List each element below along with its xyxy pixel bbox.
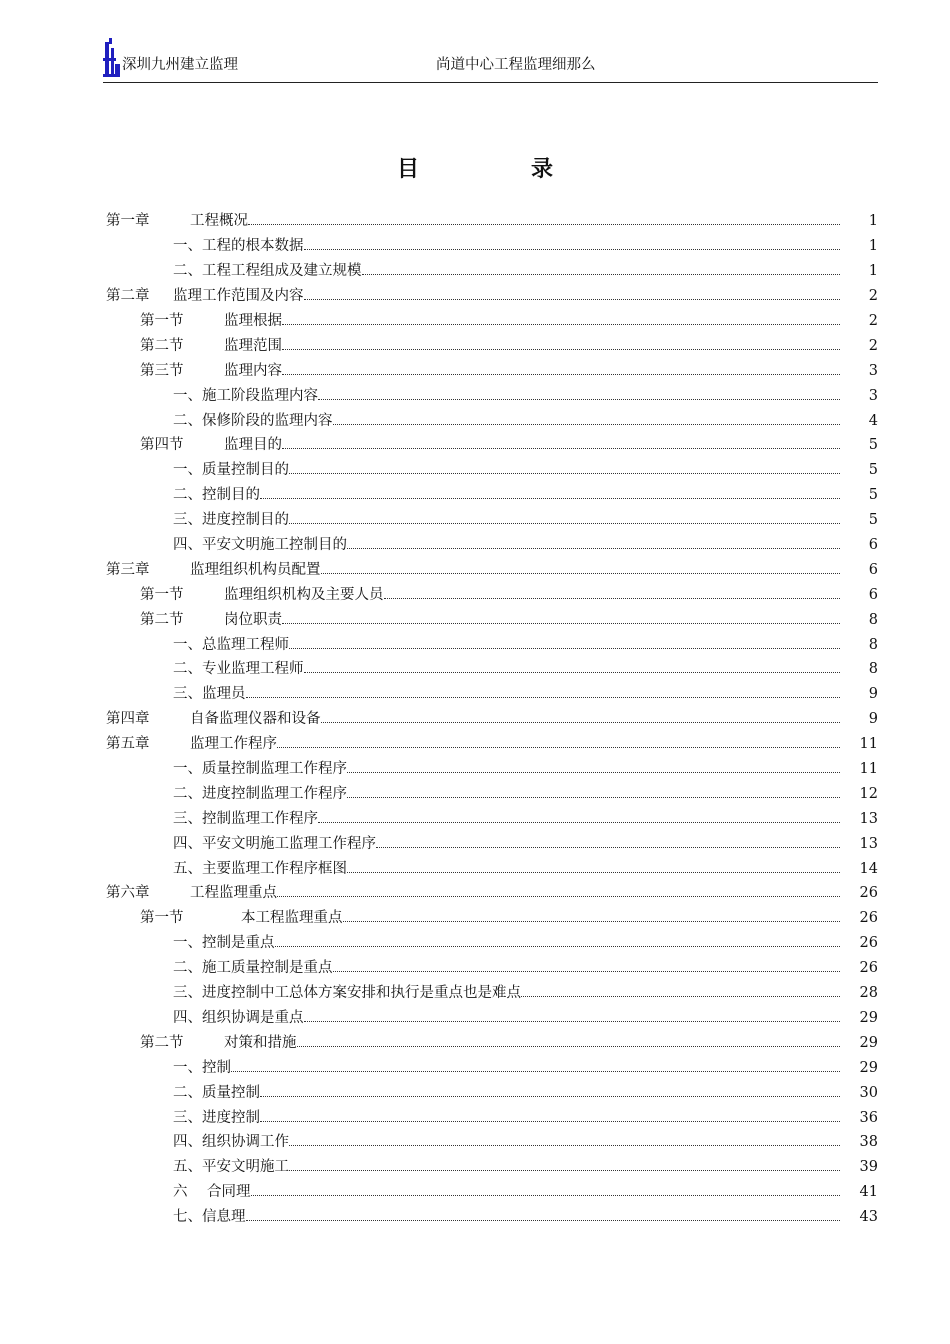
toc-entry-page: 1: [868, 263, 878, 280]
toc-entry-title: 监理目的: [224, 437, 282, 454]
toc-entry-page: 11: [859, 736, 878, 753]
toc-entry-title: 三、控制监理工作程序: [173, 810, 318, 827]
toc-entry-page: 4: [868, 412, 878, 429]
toc-entry-page: 5: [868, 437, 878, 454]
page-header: [103, 38, 878, 83]
toc-entry[interactable]: [106, 981, 878, 1006]
dot-leader: [321, 572, 841, 574]
toc-entry-page: 29: [859, 1059, 878, 1076]
toc-entry[interactable]: [106, 358, 878, 383]
dot-leader: [384, 597, 841, 599]
toc-entry-title: 工程概况: [190, 213, 248, 230]
toc-entry-title: 岗位职责: [224, 611, 282, 628]
dot-leader: [289, 522, 840, 524]
toc-entry[interactable]: [106, 508, 878, 533]
toc-entry-page: 2: [868, 313, 878, 329]
toc-entry[interactable]: [106, 657, 878, 682]
toc-entry-page: 11: [859, 761, 878, 778]
toc-entry-page: 2: [868, 337, 878, 354]
dot-leader: [521, 995, 840, 997]
toc-entry-number: 第三章: [106, 561, 150, 578]
toc-entry-page: 26: [859, 960, 878, 977]
toc-entry-title: 自备监理仪器和设备: [190, 711, 321, 728]
dot-leader: [318, 821, 840, 823]
toc-entry-page: 8: [868, 661, 878, 678]
toc-entry-title: 三、进度控制中工总体方案安排和执行是重点也是难点: [173, 985, 521, 1002]
toc-entry[interactable]: [106, 483, 878, 508]
toc-entry-title: 三、监理员: [173, 686, 246, 703]
toc-entry-title: 监理根据: [224, 313, 282, 329]
toc-entry[interactable]: [106, 383, 878, 408]
toc-entry[interactable]: [106, 1055, 878, 1080]
dot-leader: [275, 945, 841, 947]
toc-entry-title: 合同理: [207, 1184, 251, 1201]
dot-leader: [347, 796, 840, 798]
toc-entry-page: 39: [859, 1159, 878, 1176]
toc-heading: [0, 152, 950, 183]
toc-entry-title: 对策和措施: [224, 1034, 297, 1051]
toc-entry-page: 36: [859, 1109, 878, 1126]
toc-entry-page: 26: [859, 935, 878, 952]
toc-entry-number: 第六章: [106, 885, 150, 902]
toc-entry[interactable]: [106, 259, 878, 284]
dot-leader: [282, 447, 840, 449]
toc-entry[interactable]: [106, 1030, 878, 1055]
toc-entry-number: 第四章: [106, 711, 150, 728]
toc-entry-title: 五、平安文明施工: [173, 1159, 289, 1176]
toc-entry[interactable]: [106, 831, 878, 856]
toc-entry-page: 6: [868, 537, 878, 554]
dot-leader: [343, 920, 841, 922]
toc-entry-title: 五、主要监理工作程序框图: [173, 860, 347, 877]
dot-leader: [260, 1095, 840, 1097]
toc-entry[interactable]: [106, 533, 878, 558]
toc-entry-title: 监理范围: [224, 337, 282, 354]
toc-entry[interactable]: [106, 707, 878, 732]
toc-entry-title: 工程监理重点: [190, 885, 277, 902]
toc-entry-title: 一、质量控制目的: [173, 462, 289, 479]
toc-entry-title: 二、专业监理工程师: [173, 661, 304, 678]
dot-leader: [304, 671, 841, 673]
dot-leader: [246, 696, 841, 698]
toc-entry-page: 5: [868, 462, 878, 479]
table-of-contents: [106, 209, 878, 1230]
toc-heading-char-1: 目: [396, 156, 419, 182]
toc-entry-page: 1: [868, 238, 878, 255]
toc-entry-title: 四、平安文明施工控制目的: [173, 537, 347, 554]
toc-entry-page: 8: [868, 636, 878, 653]
toc-entry[interactable]: [106, 856, 878, 881]
dot-leader: [318, 398, 840, 400]
toc-entry-page: 6: [868, 561, 878, 578]
toc-entry-title: 一、质量控制监理工作程序: [173, 761, 347, 778]
dot-leader: [347, 547, 840, 549]
dot-leader: [277, 746, 840, 748]
toc-entry[interactable]: [106, 906, 878, 931]
toc-entry-page: 9: [868, 686, 878, 703]
toc-entry-title: 一、控制: [173, 1059, 231, 1076]
toc-entry[interactable]: [106, 1155, 878, 1180]
toc-entry-number: 第二节: [140, 1034, 184, 1051]
dot-leader: [289, 1169, 840, 1171]
toc-entry-page: 12: [859, 785, 878, 802]
toc-entry[interactable]: [106, 682, 878, 707]
toc-entry[interactable]: [106, 1006, 878, 1031]
toc-entry-title: 一、控制是重点: [173, 935, 275, 952]
dot-leader: [231, 1070, 840, 1072]
toc-entry-title: 四、组织协调是重点: [173, 1009, 304, 1026]
document-title: 尚道中心工程监理细那么: [436, 57, 596, 73]
toc-entry-title: 一、总监理工程师: [173, 636, 289, 653]
dot-leader: [282, 323, 840, 325]
toc-entry-title: 四、组织协调工作: [173, 1134, 289, 1151]
dot-leader: [347, 871, 840, 873]
dot-leader: [251, 1194, 841, 1196]
toc-entry[interactable]: [106, 757, 878, 782]
toc-entry[interactable]: [106, 433, 878, 458]
toc-entry-title: 监理组织机构及主要人员: [224, 586, 384, 603]
dot-leader: [277, 895, 840, 897]
company-name: 深圳九州建立监理: [122, 57, 238, 73]
toc-entry[interactable]: [106, 458, 878, 483]
toc-entry-title: 二、控制目的: [173, 487, 260, 504]
toc-entry[interactable]: [106, 209, 878, 234]
toc-entry-title: 监理工作程序: [190, 736, 277, 753]
toc-entry-page: 26: [859, 885, 878, 902]
toc-entry-page: 13: [859, 835, 878, 852]
toc-entry-page: 26: [859, 910, 878, 927]
toc-entry-title: 一、工程的根本数据: [173, 238, 304, 255]
toc-entry-number: 第五章: [106, 736, 150, 753]
toc-entry-number: 第二节: [140, 337, 184, 354]
toc-entry-page: 14: [859, 860, 878, 877]
dot-leader: [304, 248, 841, 250]
toc-entry-title: 本工程监理重点: [241, 910, 343, 927]
toc-entry-title: 四、平安文明施工监理工作程序: [173, 835, 376, 852]
dot-leader: [282, 348, 840, 350]
dot-leader: [333, 970, 841, 972]
company-logo-icon: [103, 38, 121, 78]
toc-entry-page: 9: [868, 711, 878, 728]
toc-entry[interactable]: [106, 333, 878, 358]
dot-leader: [347, 771, 840, 773]
dot-leader: [321, 721, 841, 723]
toc-entry[interactable]: [106, 806, 878, 831]
toc-entry[interactable]: [106, 931, 878, 956]
toc-entry[interactable]: [106, 732, 878, 757]
toc-entry-number: 第一节: [140, 313, 184, 329]
toc-entry-number: 第四节: [140, 437, 184, 454]
toc-entry-number: 第三节: [140, 362, 184, 379]
toc-entry-title: 二、进度控制监理工作程序: [173, 785, 347, 802]
toc-entry[interactable]: [106, 881, 878, 906]
toc-entry-title: 二、工程工程组成及建立规模: [173, 263, 362, 280]
dot-leader: [260, 1120, 840, 1122]
dot-leader: [297, 1045, 841, 1047]
toc-entry-page: 8: [868, 611, 878, 628]
toc-entry-title: 七、信息理: [173, 1209, 246, 1226]
dot-leader: [304, 298, 841, 300]
dot-leader: [376, 846, 840, 848]
toc-entry-page: 2: [868, 288, 878, 305]
toc-entry-page: 5: [868, 512, 878, 529]
toc-entry-number: 第二章: [106, 288, 150, 305]
toc-entry-title: 二、施工质量控制是重点: [173, 960, 333, 977]
toc-entry[interactable]: [106, 1205, 878, 1230]
dot-leader: [289, 1144, 840, 1146]
toc-entry[interactable]: [106, 607, 878, 632]
toc-entry-page: 3: [868, 362, 878, 379]
toc-entry[interactable]: [106, 234, 878, 259]
toc-entry-title: 一、施工阶段监理内容: [173, 387, 318, 404]
dot-leader: [304, 1020, 841, 1022]
toc-entry-page: 1: [868, 213, 878, 230]
dot-leader: [289, 647, 840, 649]
toc-entry[interactable]: [106, 1180, 878, 1205]
dot-leader: [248, 223, 840, 225]
toc-entry[interactable]: [106, 408, 878, 433]
toc-entry[interactable]: [106, 956, 878, 981]
toc-entry-page: 30: [859, 1084, 878, 1101]
toc-heading-char-2: 录: [531, 156, 554, 182]
toc-entry-page: 5: [868, 487, 878, 504]
toc-entry-number: 第二节: [140, 611, 184, 628]
toc-entry-page: 29: [859, 1009, 878, 1026]
toc-entry-number: 六: [173, 1184, 188, 1201]
toc-entry[interactable]: [106, 309, 878, 334]
toc-entry-title: 监理组织机构员配置: [190, 561, 321, 578]
toc-entry-title: 二、质量控制: [173, 1084, 260, 1101]
toc-entry[interactable]: [106, 1105, 878, 1130]
toc-entry-page: 13: [859, 810, 878, 827]
dot-leader: [260, 497, 840, 499]
toc-entry-title: 三、进度控制: [173, 1109, 260, 1126]
dot-leader: [246, 1219, 841, 1221]
toc-entry[interactable]: [106, 1130, 878, 1155]
dot-leader: [362, 273, 841, 275]
dot-leader: [282, 373, 840, 375]
toc-entry[interactable]: [106, 557, 878, 582]
toc-entry[interactable]: [106, 781, 878, 806]
toc-entry[interactable]: [106, 582, 878, 607]
toc-entry-number: 第一章: [106, 213, 150, 230]
toc-entry[interactable]: [106, 284, 878, 309]
dot-leader: [289, 472, 840, 474]
toc-entry-title: 监理内容: [224, 362, 282, 379]
toc-entry-title: 三、进度控制目的: [173, 512, 289, 529]
toc-entry-title: 二、保修阶段的监理内容: [173, 412, 333, 429]
toc-entry-title: 监理工作范围及内容: [173, 288, 304, 305]
toc-entry-page: 38: [859, 1134, 878, 1151]
toc-entry[interactable]: [106, 632, 878, 657]
dot-leader: [333, 423, 841, 425]
toc-entry-page: 29: [859, 1034, 878, 1051]
toc-entry-number: 第一节: [140, 910, 184, 927]
toc-entry-number: 第一节: [140, 586, 184, 603]
toc-entry-page: 28: [859, 985, 878, 1002]
toc-entry-page: 41: [859, 1184, 878, 1201]
toc-entry-page: 6: [868, 586, 878, 603]
toc-entry-page: 3: [868, 387, 878, 404]
toc-entry-page: 43: [859, 1209, 878, 1226]
dot-leader: [282, 622, 840, 624]
toc-entry[interactable]: [106, 1080, 878, 1105]
